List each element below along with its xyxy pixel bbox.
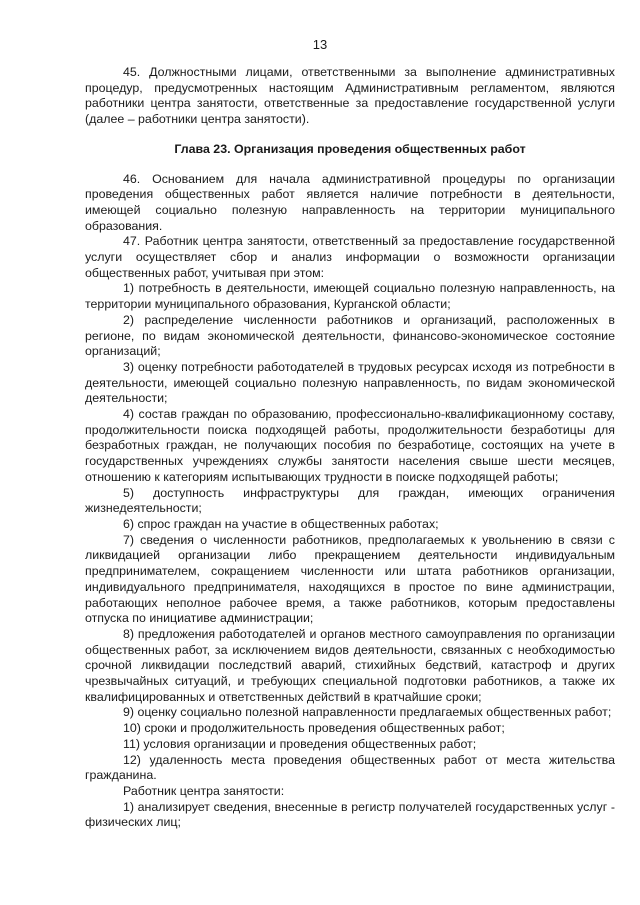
- list-item: 11) условия организации и проведения общественных работ;: [123, 736, 477, 751]
- worker-item: 1) анализирует сведения, внесенные в регистр получателей государственных услуг - физических лиц;: [85, 799, 615, 830]
- list-item: 7) сведения о численности работников, предполагаемых к увольнению в связи с ликвидацией организации либо прекращением деятельности индивидуальным предпринимателем, сокращением численности или штата работников организации, индивидуального предпринимателя, находящихся в простое по вине администрации, работающих неполное рабочее время, а также работников, которым предоставлены отпуска по инициативе администрации;: [85, 532, 615, 626]
- list-item: 4) состав граждан по образованию, профессионально-квалификационному составу, продолжительности поиска подходящей работы, продолжительности безработицы для безработных граждан, не получающих пособия по безработице, состоящих на учете в государственных учреждениях службы занятости населения свыше шести месяцев, отношению к категориям испытывающих трудности в поиске подходящей работы;: [85, 407, 615, 484]
- paragraph-47: 47. Работник центра занятости, ответственный за предоставление государственной услуги осуществляет сбор и анализ информации о возможности организации общественных работ, учитывая при этом:: [85, 234, 615, 280]
- list-item: 1) потребность в деятельности, имеющей социально полезную направленность, на территории муниципального образования, Курганской области;: [85, 281, 615, 312]
- list-item: 3) оценку потребности работодателей в трудовых ресурсах исходя из потребности в деятельности, имеющей социально полезную направленность, по видам экономической деятельности;: [85, 359, 615, 406]
- paragraph-46: 46. Основанием для начала административной процедуры по организации проведения общественных работ является наличие потребности в деятельности, имеющей социально полезную направленность на территории муниципального образования.: [85, 171, 615, 233]
- list-item: 5) доступность инфраструктуры для граждан, имеющих ограничения жизнедеятельности;: [85, 485, 615, 516]
- list-item: 8) предложения работодателей и органов местного самоуправления по организации общественных работ, за исключением видов деятельности, связанных с необходимостью срочной ликвидации последствий аварий, стихийных бедствий, катастроф и других чрезвычайных ситуаций, и требующих специальной подготовки работников, а также их квалифицированных и ответственных действий в кратчайшие сроки;: [85, 626, 615, 704]
- document-body: [85, 65, 615, 831]
- worker-line: Работник центра занятости:: [123, 783, 285, 798]
- page-number: 13: [312, 37, 328, 52]
- list-item: 6) спрос граждан на участие в общественных работах;: [123, 516, 439, 531]
- list-item: 2) распределение численности работников и организаций, расположенных в регионе, по видам экономической деятельности, финансово-экономическое состояние организаций;: [85, 312, 615, 359]
- list-item: 9) оценку социально полезной направленности предлагаемых общественных работ;: [123, 705, 612, 720]
- list-item: 12) удаленность места проведения общественных работ от места жительства гражданина.: [85, 752, 615, 783]
- chapter-title: Глава 23. Организация проведения общественных работ: [174, 141, 526, 156]
- list-item: 10) сроки и продолжительность проведения общественных работ;: [123, 721, 505, 736]
- paragraph-45: 45. Должностными лицами, ответственными за выполнение административных процедур, предусмотренных настоящим Административным регламентом, являются работники центра занятости, ответственные за предоставление государственной услуги (далее – работники центра занятости).: [85, 65, 615, 127]
